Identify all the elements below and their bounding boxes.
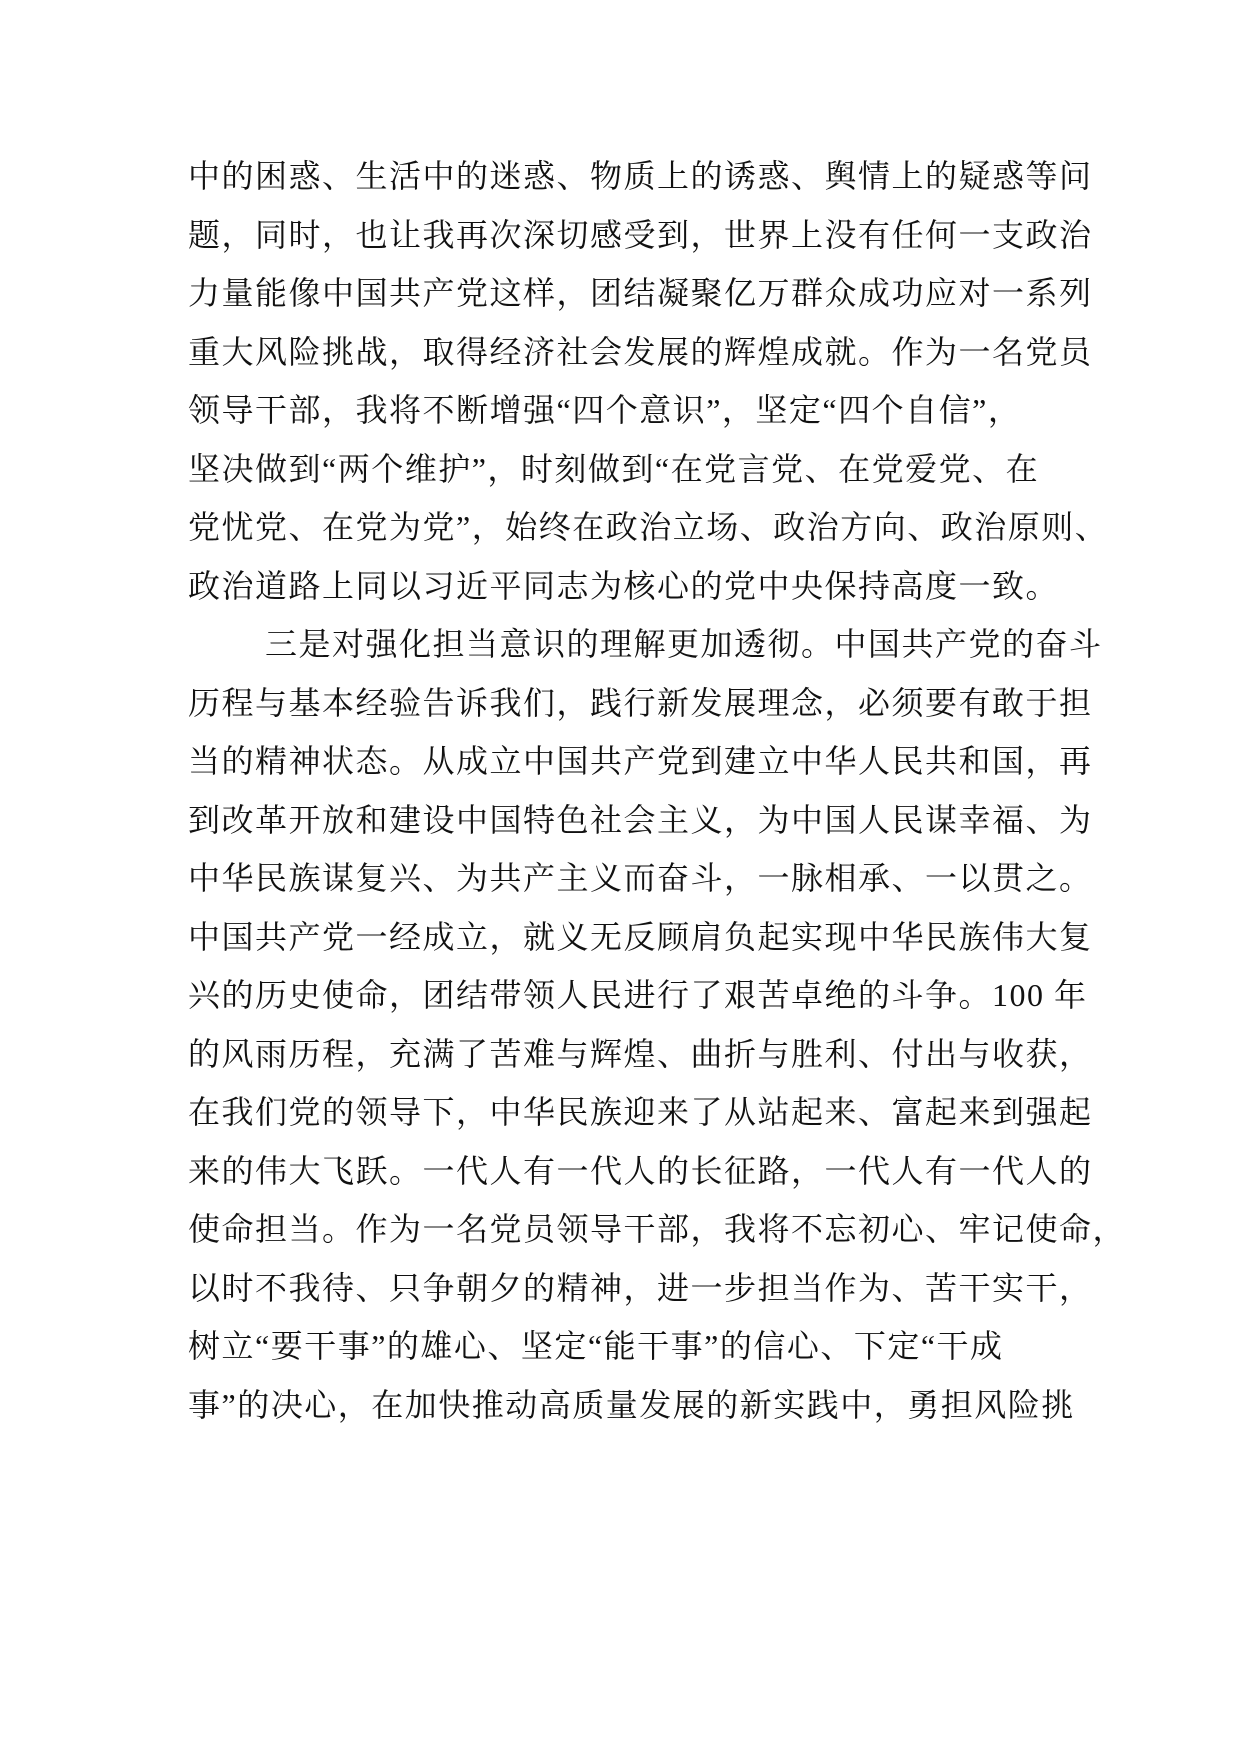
text-line: 使命担当。作为一名党员领导干部，我将不忘初心、牢记使命， bbox=[188, 1211, 1127, 1247]
text-line: 党忧党、在党为党”，始终在政治立场、政治方向、政治原则、 bbox=[188, 509, 1109, 545]
paragraph-first-line: 三是对强化担当意识的理解更加透彻。中国共产党的奋斗 bbox=[265, 626, 1103, 662]
text-line: 历程与基本经验告诉我们，践行新发展理念，必须要有敢于担 bbox=[188, 685, 1093, 721]
text-line: 领导干部，我将不断增强“四个意识”，坚定“四个自信”， bbox=[188, 392, 1022, 428]
text-line: 坚决做到“两个维护”，时刻做到“在党言党、在党爱党、在 bbox=[188, 451, 1040, 487]
text-line: 政治道路上同以习近平同志为核心的党中央保持高度一致。 bbox=[188, 568, 1060, 604]
text-line: 中华民族谋复兴、为共产主义而奋斗，一脉相承、一以贯之。 bbox=[188, 860, 1093, 896]
text-line: 重大风险挑战，取得经济社会发展的辉煌成就。作为一名党员 bbox=[188, 334, 1093, 370]
text-line: 树立“要干事”的雄心、坚定“能干事”的信心、下定“干成 bbox=[188, 1328, 1004, 1364]
text-line: 中的困惑、生活中的迷惑、物质上的诱惑、舆情上的疑惑等问 bbox=[188, 158, 1093, 194]
text-line: 中国共产党一经成立，就义无反顾肩负起实现中华民族伟大复 bbox=[188, 919, 1093, 955]
text-line: 事”的决心，在加快推动高质量发展的新实践中，勇担风险挑 bbox=[188, 1387, 1075, 1423]
text-line: 题，同时，也让我再次深切感受到，世界上没有任何一支政治 bbox=[188, 217, 1093, 253]
text-line: 在我们党的领导下，中华民族迎来了从站起来、富起来到强起 bbox=[188, 1094, 1093, 1130]
text-line: 以时不我待、只争朝夕的精神，进一步担当作为、苦干实干， bbox=[188, 1270, 1093, 1306]
text-line: 到改革开放和建设中国特色社会主义，为中国人民谋幸福、为 bbox=[188, 802, 1093, 838]
text-line: 来的伟大飞跃。一代人有一代人的长征路，一代人有一代人的 bbox=[188, 1153, 1093, 1189]
text-line: 当的精神状态。从成立中国共产党到建立中华人民共和国，再 bbox=[188, 743, 1093, 779]
text-line: 兴的历史使命，团结带领人民进行了艰苦卓绝的斗争。100 年 bbox=[188, 977, 1088, 1013]
text-line: 的风雨历程，充满了苦难与辉煌、曲折与胜利、付出与收获， bbox=[188, 1036, 1093, 1072]
text-line: 力量能像中国共产党这样，团结凝聚亿万群众成功应对一系列 bbox=[188, 275, 1093, 311]
